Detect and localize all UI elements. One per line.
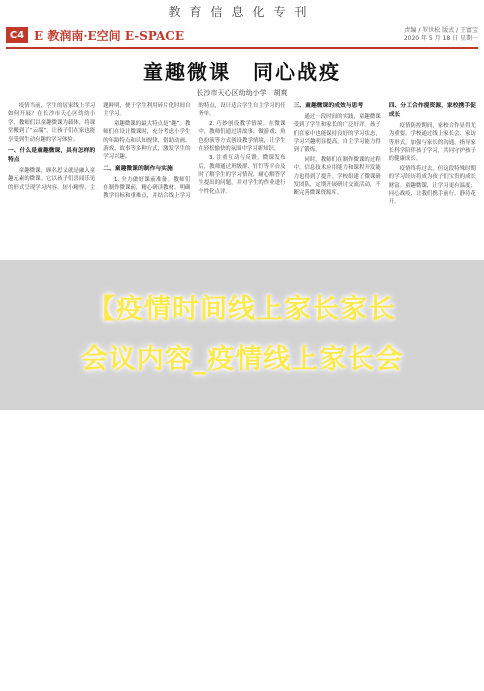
masthead [6, 24, 478, 46]
masthead-divider [6, 47, 478, 49]
article-paragraph: 疫情防控期间，家校合作显得尤为重要。学校通过线上家长会、家访等形式，加强与家长的沟通，指导家长科学陪伴孩子学习，共同守护孩子的健康成长。 [388, 122, 476, 163]
newspaper-banner: 教育信息化专刊 [168, 4, 316, 19]
article-subheading: 二、童趣微课的制作与实施 [103, 165, 173, 172]
date-line: 2020 年 5 月 18 日 星期一 [403, 35, 478, 42]
article-paragraph: 1. 全力做好课前准备。教师们在制作微课前，精心研读教材，明确教学目标和重难点，并结合线上学习的特点，设计适合学生自主学习的任务单。 [103, 103, 286, 200]
article-paragraph: 童趣微课，顾名思义就是融入童趣元素的微课。它以孩子们喜闻乐见的形式呈现学习内容，短小精悍、主题鲜明，便于学生利用碎片化时间自主学习。 [8, 103, 191, 191]
article-subheading: 一、什么是童趣微课，具有怎样的特点 [8, 147, 96, 163]
editor-line: 责编 / 罗世松 版式 / 王富宝 [404, 26, 478, 34]
article-paragraph: 疫情当前，学生的居家线上学习如何开展？在长沙市天心区幼幼小学，教师们以童趣微课为载体，将课堂搬到了“云端”，让孩子们在家也能享受到生动有趣的学习体验。 [8, 103, 96, 143]
article-paragraph: 同时，教师们在制作微课的过程中，信息技术应用能力和课程开发能力也得到了提升。学校组建了微课研发团队，定期开展研讨交流活动，不断完善微课资源库。 [293, 156, 381, 197]
article-subheading: 三、童趣微课的成效与思考 [293, 103, 364, 109]
issue-info [404, 27, 478, 43]
article-headline: 童趣微课 同心战疫 [143, 60, 341, 84]
article-paragraph: 通过一段时间的实践，童趣微课受到了学生和家长的广泛好评。孩子们在家中也能保持良好的学习状态，学习兴趣明显提高，自主学习能力得到了锻炼。 [293, 113, 381, 154]
overlay-title-line-2: 会议内容_疫情线上家长会 [80, 344, 404, 375]
section-title: E 教润南·E空间 E-SPACE [34, 28, 185, 43]
article-paragraph: 童趣微课的最大特点是“趣”。教师们在设计微课时，充分考虑小学生的年龄特点和认知规律，借助动画、游戏、故事等多种方式，激发学生的学习兴趣。 [103, 120, 191, 161]
article-paragraph: 疫情终将过去，但这段特殊时期的学习经历将成为孩子们宝贵的成长财富。童趣微课，让学习更有温度；同心战疫，让我们携手前行，静待花开。 [388, 165, 476, 206]
page-code-badge: C4 [6, 27, 28, 43]
article-byline: 长沙市天心区幼幼小学 胡爽 [196, 89, 288, 97]
title-overlay [0, 260, 484, 410]
article-subheading: 四、分工合作提资源，家校携手促成长 [388, 103, 476, 118]
article-paragraph: 3. 注重互动与反馈。微课发布后，教师通过班级群、钉钉等平台及时了解学生的学习情况，耐心解答学生提出的问题，并对学生的作业进行个性化点评。 [198, 155, 286, 195]
overlay-title-line-1: 【疫情时间线上家长家长 [88, 294, 396, 325]
article-paragraph: 2. 巧妙创设教学情境。在微课中，教师们通过讲故事、做游戏、角色扮演等方式创设教学情境，让学生在轻松愉快的氛围中学习新知识。 [198, 120, 286, 152]
